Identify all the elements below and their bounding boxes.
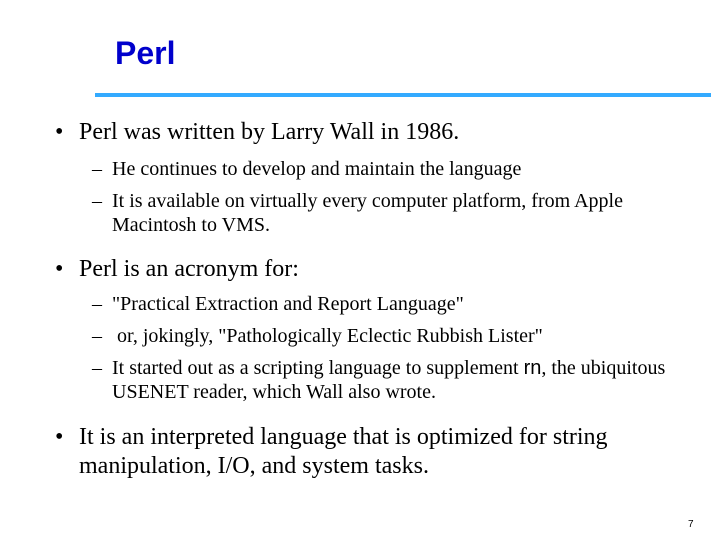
sub-bullet-text: "Practical Extraction and Report Language" xyxy=(112,293,464,315)
bullet-marker: • xyxy=(55,424,64,450)
sub-bullet-item xyxy=(92,157,697,181)
bullet-item xyxy=(55,255,679,284)
bullet-text: Perl was written by Larry Wall in 1986. xyxy=(79,119,460,145)
dash-marker: – xyxy=(92,158,102,180)
sub-bullet-item xyxy=(92,324,697,348)
title-underline xyxy=(95,93,711,97)
dash-marker: – xyxy=(92,190,102,212)
dash-marker: – xyxy=(92,357,102,379)
dash-marker: – xyxy=(92,293,102,315)
bullet-text: Perl is an acronym for: xyxy=(79,256,299,282)
rn-program-name: rn xyxy=(523,357,542,379)
slide-title: Perl xyxy=(115,35,176,71)
sub-bullet-item xyxy=(92,189,697,237)
bullet-item xyxy=(55,423,679,481)
bullet-marker: • xyxy=(55,119,64,145)
sub-bullet-text xyxy=(112,356,697,404)
bullet-text: It is an interpreted language that is optimized for string manipulation, I/O, and system tasks. xyxy=(79,424,608,479)
sub-bullet-text: He continues to develop and maintain the language xyxy=(112,158,522,180)
dash-marker: – xyxy=(92,325,102,347)
sub-bullet-item xyxy=(92,292,697,316)
page-number: 7 xyxy=(688,519,694,530)
sub-bullet-text: It is available on virtually every computer platform, from Apple Macintosh to VMS. xyxy=(112,190,623,236)
sub-bullet-text-part: It started out as a scripting language to supplement xyxy=(112,357,524,379)
sub-bullet-item xyxy=(92,356,697,404)
sub-bullet-text-part: , the ubiquitous USENET reader, which Wall also wrote. xyxy=(112,357,666,403)
bullet-marker: • xyxy=(55,256,64,282)
bullet-item xyxy=(55,118,679,147)
sub-bullet-text: or, jokingly, "Pathologically Eclectic Rubbish Lister" xyxy=(112,325,543,347)
